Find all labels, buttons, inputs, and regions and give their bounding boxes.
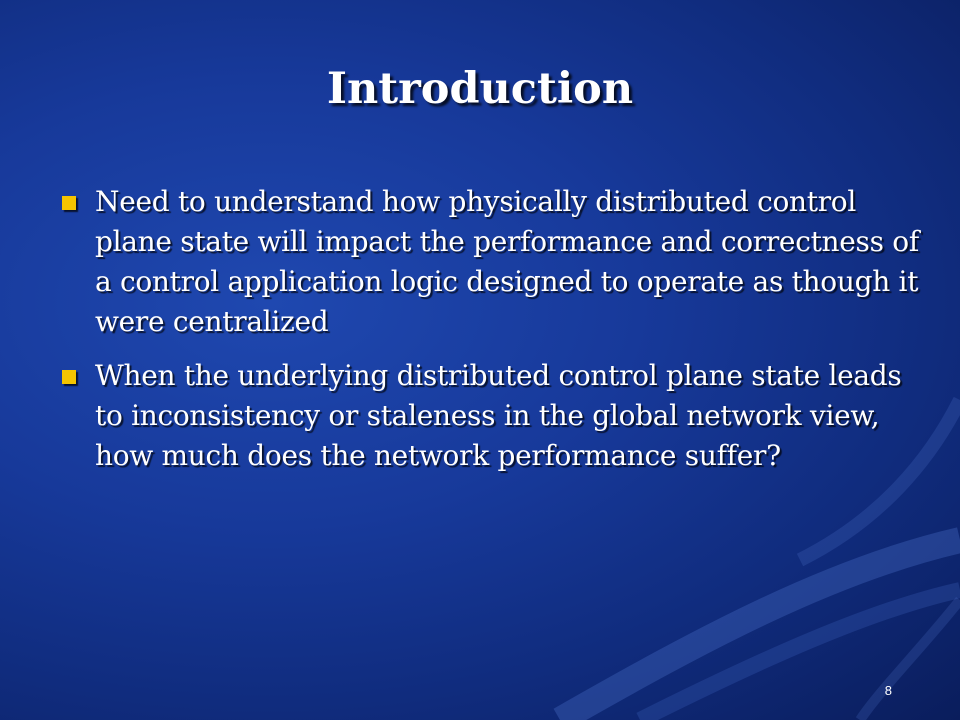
bullet-item bbox=[62, 182, 922, 342]
bullet-text: When the underlying distributed control plane state leads to inconsistency or staleness in the global network view, how much does the network performance suffer? bbox=[95, 359, 902, 472]
square-bullet-icon bbox=[62, 196, 76, 210]
page-number: 8 bbox=[884, 683, 892, 698]
bullet-item bbox=[62, 356, 922, 476]
bullet-text: Need to understand how physically distributed control plane state will impact the performance and correctness of a control application logic designed to operate as though it were centralized bbox=[95, 185, 919, 338]
slide-title: Introduction bbox=[326, 64, 634, 114]
square-bullet-icon bbox=[62, 370, 76, 384]
bullet-list bbox=[62, 182, 922, 490]
